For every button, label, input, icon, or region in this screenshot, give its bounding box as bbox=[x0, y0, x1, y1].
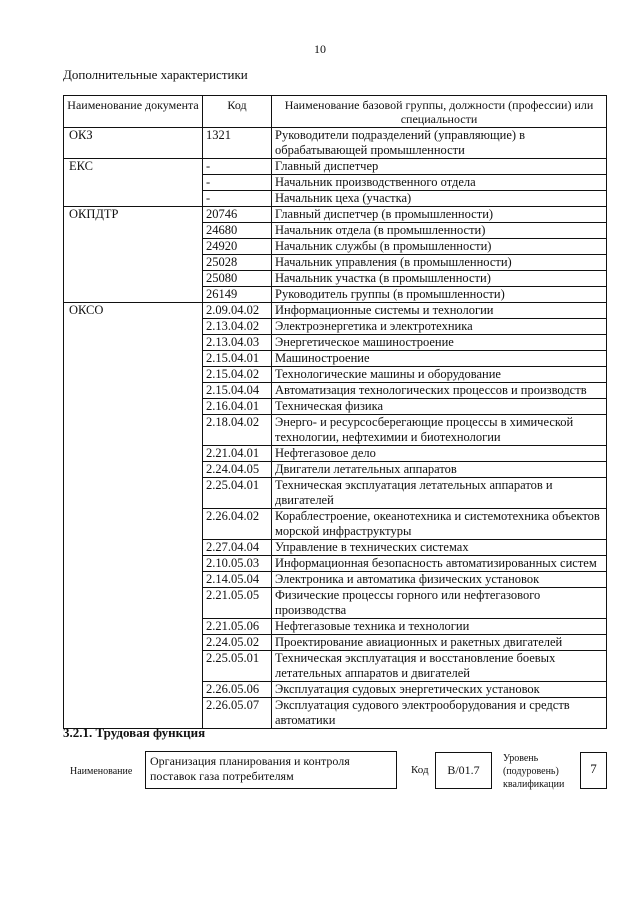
cell-code: 25080 bbox=[203, 271, 272, 287]
cell-name: Руководитель группы (в промышленности) bbox=[272, 287, 607, 303]
cell-code: 1321 bbox=[203, 128, 272, 159]
cell-document: ОКСО bbox=[64, 303, 203, 729]
cell-code: 2.26.04.02 bbox=[203, 509, 272, 540]
table-row bbox=[64, 128, 607, 159]
cell-name: Техническая эксплуатация летательных аппаратов и двигателей bbox=[272, 478, 607, 509]
cell-name: Начальник управления (в промышленности) bbox=[272, 255, 607, 271]
cell-code: 2.16.04.01 bbox=[203, 399, 272, 415]
cell-document: ОКПДТР bbox=[64, 207, 203, 303]
cell-name: Начальник отдела (в промышленности) bbox=[272, 223, 607, 239]
header-name: Наименование базовой группы, должности (профессии) или специальности bbox=[272, 96, 607, 128]
cell-code: 2.10.05.03 bbox=[203, 556, 272, 572]
cell-name: Главный диспетчер (в промышленности) bbox=[272, 207, 607, 223]
cell-name: Нефтегазовые техника и технологии bbox=[272, 619, 607, 635]
cell-name: Начальник цеха (участка) bbox=[272, 191, 607, 207]
cell-code: 2.25.04.01 bbox=[203, 478, 272, 509]
cell-name: Начальник производственного отдела bbox=[272, 175, 607, 191]
level-value-box: 7 bbox=[580, 752, 607, 789]
table-row bbox=[64, 303, 607, 319]
cell-name: Эксплуатация судовых энергетических установок bbox=[272, 682, 607, 698]
cell-code: 2.24.04.05 bbox=[203, 462, 272, 478]
cell-code: 20746 bbox=[203, 207, 272, 223]
cell-name: Начальник участка (в промышленности) bbox=[272, 271, 607, 287]
cell-document: ОКЗ bbox=[64, 128, 203, 159]
cell-code: - bbox=[203, 175, 272, 191]
cell-code: 2.13.04.03 bbox=[203, 335, 272, 351]
cell-name: Автоматизация технологических процессов и производств bbox=[272, 383, 607, 399]
cell-name: Машиностроение bbox=[272, 351, 607, 367]
cell-code: - bbox=[203, 159, 272, 175]
cell-code: 2.21.05.06 bbox=[203, 619, 272, 635]
cell-name: Информационная безопасность автоматизированных систем bbox=[272, 556, 607, 572]
page-number: 10 bbox=[314, 42, 326, 56]
cell-code: 2.27.04.04 bbox=[203, 540, 272, 556]
cell-name: Техническая физика bbox=[272, 399, 607, 415]
cell-name: Эксплуатация судового электрооборудования и средств автоматики bbox=[272, 698, 607, 729]
cell-code: 24920 bbox=[203, 239, 272, 255]
section-heading: Дополнительные характеристики bbox=[63, 67, 248, 82]
cell-code: 2.21.04.01 bbox=[203, 446, 272, 462]
cell-name: Проектирование авиационных и ракетных двигателей bbox=[272, 635, 607, 651]
cell-name: Начальник службы (в промышленности) bbox=[272, 239, 607, 255]
cell-name: Главный диспетчер bbox=[272, 159, 607, 175]
name-label: Наименование bbox=[70, 766, 133, 777]
code-value-box: В/01.7 bbox=[435, 752, 492, 789]
labor-function-heading: 3.2.1. Трудовая функция bbox=[63, 725, 206, 740]
cell-code: 2.24.05.02 bbox=[203, 635, 272, 651]
cell-code: 2.26.05.06 bbox=[203, 682, 272, 698]
table-row bbox=[64, 159, 607, 175]
cell-code: 2.18.04.02 bbox=[203, 415, 272, 446]
cell-name: Двигатели летательных аппаратов bbox=[272, 462, 607, 478]
cell-name: Информационные системы и технологии bbox=[272, 303, 607, 319]
cell-code: 2.21.05.05 bbox=[203, 588, 272, 619]
table-header-row bbox=[64, 96, 607, 128]
cell-code: 2.14.05.04 bbox=[203, 572, 272, 588]
cell-document: ЕКС bbox=[64, 159, 203, 207]
cell-name: Кораблестроение, океанотехника и системотехника объектов морской инфраструктуры bbox=[272, 509, 607, 540]
cell-name: Электроэнергетика и электротехника bbox=[272, 319, 607, 335]
cell-code: 2.15.04.04 bbox=[203, 383, 272, 399]
cell-code: 24680 bbox=[203, 223, 272, 239]
cell-name: Техническая эксплуатация и восстановление боевых летательных аппаратов и двигателей bbox=[272, 651, 607, 682]
header-code: Код bbox=[203, 96, 272, 128]
cell-name: Электроника и автоматика физических установок bbox=[272, 572, 607, 588]
cell-code: 2.25.05.01 bbox=[203, 651, 272, 682]
level-label: Уровень (подуровень) квалификации bbox=[503, 753, 565, 790]
cell-code: 25028 bbox=[203, 255, 272, 271]
header-document: Наименование документа bbox=[64, 96, 203, 128]
cell-name: Руководители подразделений (управляющие) в обрабатывающей промышленности bbox=[272, 128, 607, 159]
cell-name: Энергетическое машиностроение bbox=[272, 335, 607, 351]
cell-code: - bbox=[203, 191, 272, 207]
cell-name: Нефтегазовое дело bbox=[272, 446, 607, 462]
cell-code: 26149 bbox=[203, 287, 272, 303]
table-body bbox=[64, 128, 607, 729]
name-value-box: Организация планирования и контроля поставок газа потребителям bbox=[145, 751, 397, 789]
cell-code: 2.09.04.02 bbox=[203, 303, 272, 319]
code-label: Код bbox=[411, 764, 429, 776]
cell-name: Физические процессы горного или нефтегазового производства bbox=[272, 588, 607, 619]
cell-code: 2.13.04.02 bbox=[203, 319, 272, 335]
cell-name: Энерго- и ресурсосберегающие процессы в химической технологии, нефтехимии и биотехнологии bbox=[272, 415, 607, 446]
additional-characteristics-table bbox=[63, 95, 607, 729]
table-row bbox=[64, 207, 607, 223]
cell-code: 2.15.04.01 bbox=[203, 351, 272, 367]
cell-code: 2.15.04.02 bbox=[203, 367, 272, 383]
cell-name: Технологические машины и оборудование bbox=[272, 367, 607, 383]
cell-code: 2.26.05.07 bbox=[203, 698, 272, 729]
cell-name: Управление в технических системах bbox=[272, 540, 607, 556]
